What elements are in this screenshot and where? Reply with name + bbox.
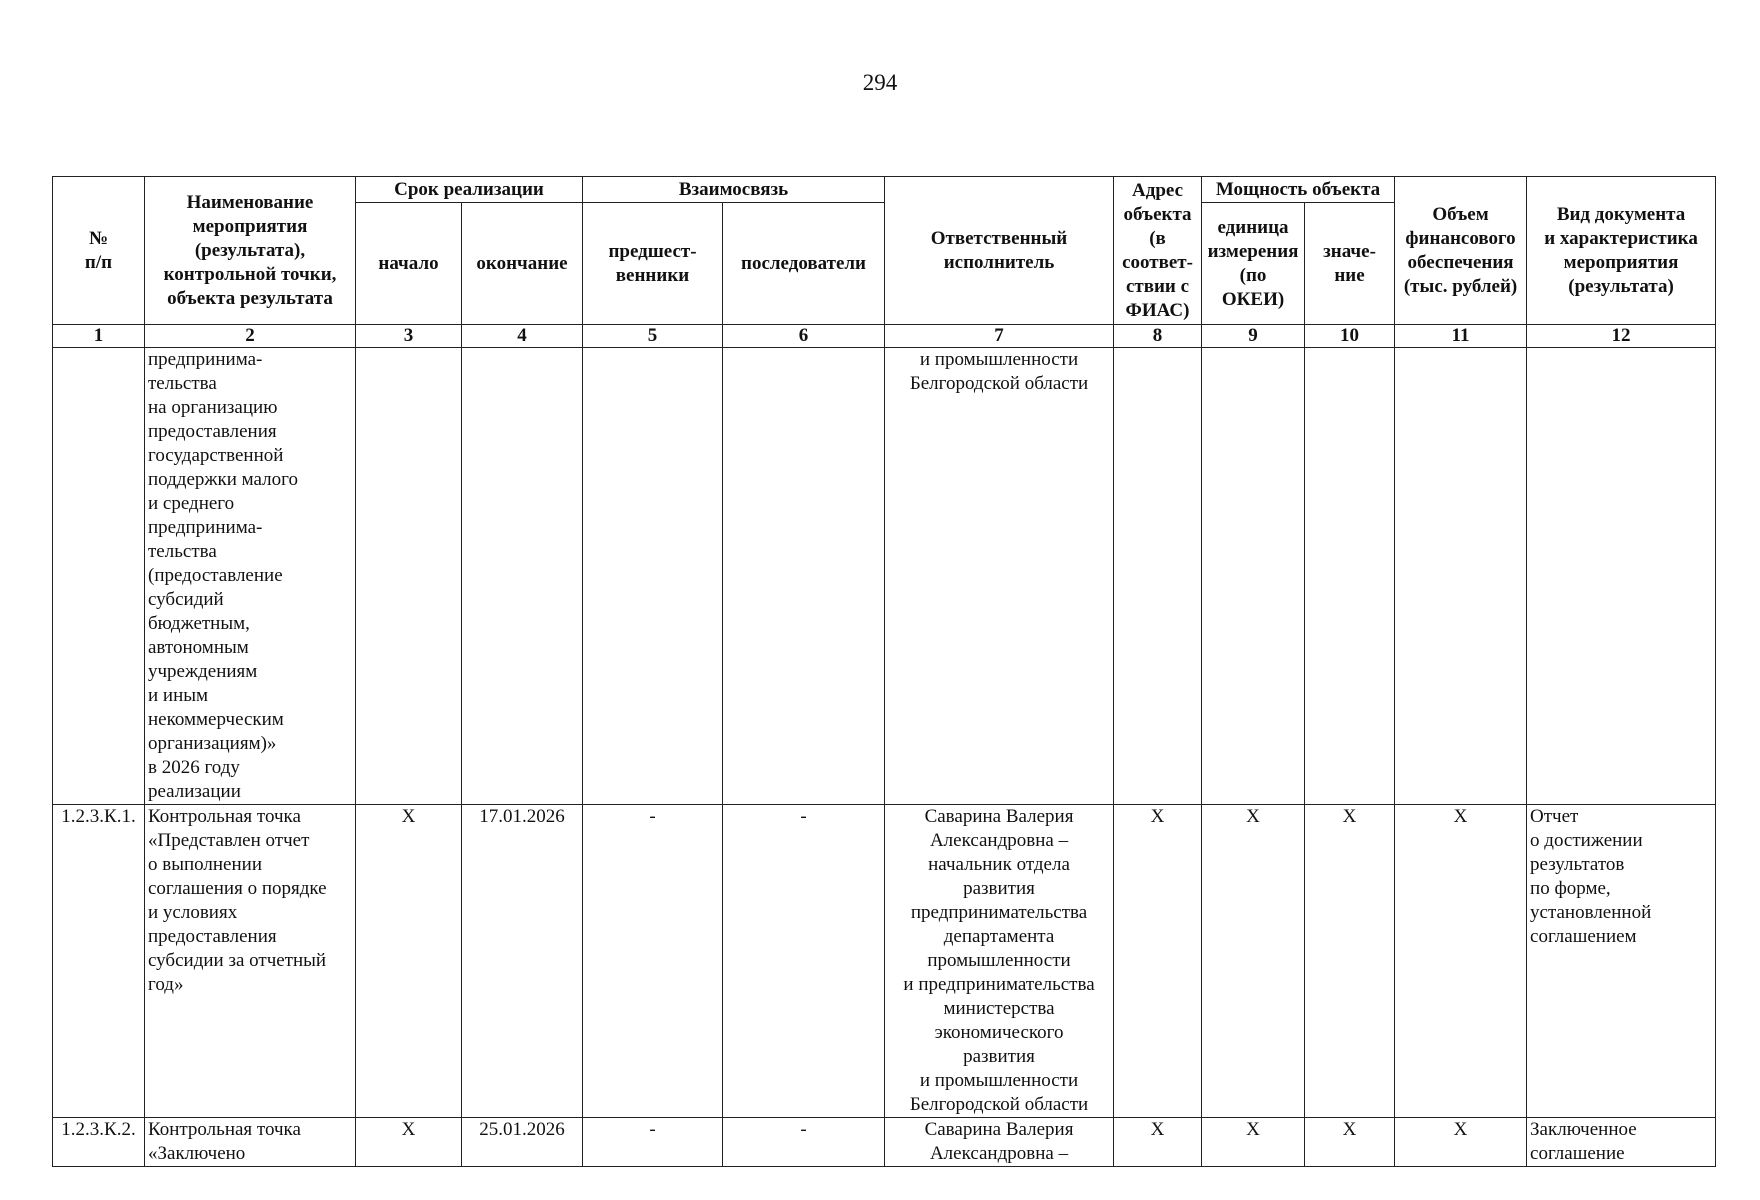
cell-unit: X xyxy=(1202,1118,1305,1167)
header-finance: Объем финансового обеспечения (тыс. рублей) xyxy=(1395,177,1527,325)
cell-start xyxy=(356,348,462,805)
column-number: 2 xyxy=(145,325,356,348)
cell-pred xyxy=(583,348,723,805)
cell-succ xyxy=(723,348,885,805)
cell-name: Контрольная точка «Заключено xyxy=(145,1118,356,1167)
column-number: 3 xyxy=(356,325,462,348)
header-link-group: Взаимосвязь xyxy=(583,177,885,203)
column-number: 11 xyxy=(1395,325,1527,348)
header-term-start: начало xyxy=(356,203,462,325)
page-number: 294 xyxy=(862,70,898,95)
cell-unit xyxy=(1202,348,1305,805)
cell-value xyxy=(1305,348,1395,805)
cell-end: 25.01.2026 xyxy=(462,1118,583,1167)
cell-unit: X xyxy=(1202,805,1305,1118)
cell-succ: - xyxy=(723,1118,885,1167)
column-number: 4 xyxy=(462,325,583,348)
table-row xyxy=(53,348,1716,805)
cell-responsible: Саварина Валерия Александровна – начальник отдела развития предпринимательства департамента промышленности и предпринимательства министерства экономического развития и промышленности Белгородской области xyxy=(885,805,1114,1118)
cell-succ: - xyxy=(723,805,885,1118)
header-address: Адрес объекта (в соответ- ствии с ФИАС) xyxy=(1114,177,1202,325)
cell-no: 1.2.3.К.2. xyxy=(53,1118,145,1167)
cell-responsible: и промышленности Белгородской области xyxy=(885,348,1114,805)
cell-address: X xyxy=(1114,1118,1202,1167)
cell-name: Контрольная точка «Представлен отчет о выполнении соглашения о порядке и условиях предоставления субсидии за отчетный год» xyxy=(145,805,356,1118)
header-name: Наименование мероприятия (результата), контрольной точки, объекта результата xyxy=(145,177,356,325)
cell-end: 17.01.2026 xyxy=(462,805,583,1118)
column-number: 12 xyxy=(1527,325,1716,348)
cell-start: X xyxy=(356,805,462,1118)
column-number: 10 xyxy=(1305,325,1395,348)
column-number: 9 xyxy=(1202,325,1305,348)
cell-no xyxy=(53,348,145,805)
cell-value: X xyxy=(1305,805,1395,1118)
header-link-pred: предшест- венники xyxy=(583,203,723,325)
cell-address: X xyxy=(1114,805,1202,1118)
header-no: № п/п xyxy=(53,177,145,325)
column-number: 5 xyxy=(583,325,723,348)
cell-doc xyxy=(1527,348,1716,805)
header-responsible: Ответственный исполнитель xyxy=(885,177,1114,325)
cell-no: 1.2.3.К.1. xyxy=(53,805,145,1118)
cell-start: X xyxy=(356,1118,462,1167)
table-row xyxy=(53,805,1716,1118)
cell-doc: Отчет о достижении результатов по форме, установленной соглашением xyxy=(1527,805,1716,1118)
column-number: 1 xyxy=(53,325,145,348)
activities-table xyxy=(52,176,1716,1167)
header-capacity-unit: единица измерения (по ОКЕИ) xyxy=(1202,203,1305,325)
cell-value: X xyxy=(1305,1118,1395,1167)
header-doc-type: Вид документа и характеристика мероприятия (результата) xyxy=(1527,177,1716,325)
header-capacity-group: Мощность объекта xyxy=(1202,177,1395,203)
cell-responsible: Саварина Валерия Александровна – xyxy=(885,1118,1114,1167)
header-term-end: окончание xyxy=(462,203,583,325)
cell-end xyxy=(462,348,583,805)
header-term-group: Срок реализации xyxy=(356,177,583,203)
column-number: 8 xyxy=(1114,325,1202,348)
cell-name: предпринима- тельства на организацию предоставления государственной поддержки малого и среднего предпринима- тельства (предоставление субсидий бюджетным, автономным учреждениям и иным некоммерческим организациям)» в 2026 году реализации xyxy=(145,348,356,805)
cell-pred: - xyxy=(583,1118,723,1167)
cell-finance xyxy=(1395,348,1527,805)
cell-pred: - xyxy=(583,805,723,1118)
table-row xyxy=(53,1118,1716,1167)
cell-doc: Заключенное соглашение xyxy=(1527,1118,1716,1167)
header-link-succ: последователи xyxy=(723,203,885,325)
column-number: 6 xyxy=(723,325,885,348)
cell-finance: X xyxy=(1395,1118,1527,1167)
header-capacity-value: значе- ние xyxy=(1305,203,1395,325)
cell-finance: X xyxy=(1395,805,1527,1118)
column-number: 7 xyxy=(885,325,1114,348)
cell-address xyxy=(1114,348,1202,805)
